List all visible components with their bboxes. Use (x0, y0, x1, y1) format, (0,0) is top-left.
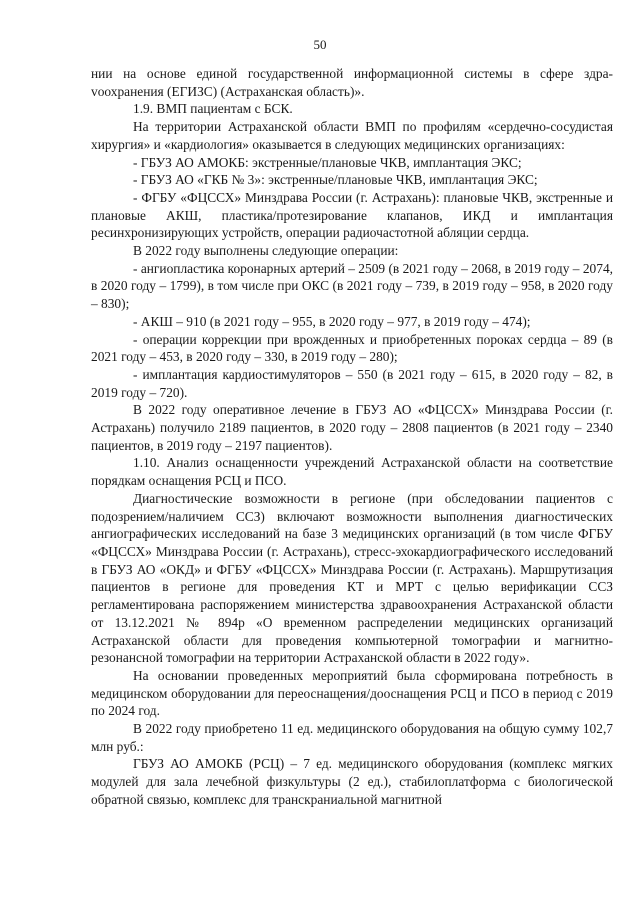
paragraph-diagnostics: Диагностические возможности в регионе (при обследовании пациентов с подозрением/наличием ССЗ) включают возможности выполнения диагностических ангиографических исследований на базе 3 медицинских организаций (в том числе ФГБУ «ФЦССХ» Минздрава России (г. Астрахань), стресс-эхокардиографического исследований в ГБУЗ АО «ОКД» и ФГБУ «ФЦССХ» Минздрава России (г. Астрахань). Маршрутизация пациентов в регионе для проведения КТ и МРТ с целью верификации ССЗ регламентирована распоряжением министерства здравоохранения Астраханской области от 13.12.2021 № 894р «О временном распределении медицинских организаций Астраханской области для проведения компьютерной томографии и магнитно-резонансной томографии на территории Астраханской области в 2022 году». (91, 490, 613, 666)
section-heading-1-9: 1.9. ВМП пациентам с БСК. (133, 101, 293, 117)
paragraph-operations-2022: В 2022 году выполнены следующие операции: (133, 243, 399, 259)
list-item-cabg: - АКШ – 910 (в 2021 году – 955, в 2020 году – 977, в 2019 году – 474); (133, 313, 531, 329)
list-item-heart-defects: - операции коррекции при врожденных и приобретенных пороках сердца – 89 (в 2021 году – 453, в 2020 году – 330, в 2019 году – 280); (91, 331, 613, 365)
paragraph-vmp-intro: На территории Астраханской области ВМП по профилям «сердечно-сосудистая хирургия» и «кардиология» оказывается в следующих медицинских организациях: (91, 119, 613, 152)
document-body (91, 65, 613, 809)
list-item-pacemakers: - имплантация кардиостимуляторов – 550 (в 2021 году – 615, в 2020 году – 82, в 2019 году – 720). (91, 366, 613, 400)
paragraph-equipment-purchased: В 2022 году приобретено 11 ед. медицинского оборудования на общую сумму 102,7 млн руб.: (91, 721, 613, 754)
paragraph-surgical-treatment: В 2022 году оперативное лечение в ГБУЗ АО «ФЦССХ» Минздрава России (г. Астрахань) получило 2189 пациентов, в 2020 году – 2808 пациентов (в 2021 году – 2340 пациентов, в 2019 году – 2197 пациентов). (91, 402, 613, 453)
paragraph-equipment-need: На основании проведенных мероприятий была сформирована потребность в медицинском оборудовании для переоснащения/дооснащения РСЦ и ПСО в период с 2019 по 2024 год. (91, 667, 613, 719)
list-item-angioplasty: - ангиопластика коронарных артерий – 2509 (в 2021 году – 2068, в 2019 году – 2074, в 2020 году – 1799), в том числе при ОКС (в 2021 году – 739, в 2019 году – 958, в 2020 году – 830); (91, 260, 613, 312)
paragraph-amokb-equipment: ГБУЗ АО АМОКБ (РСЦ) – 7 ед. медицинского оборудования (комплекс мягких модулей для зала лечебной физкультуры (2 ед.), стабилоплатформа с биологической обратной связью, комплекс для транскраниальной магнитной (91, 756, 613, 807)
section-heading-1-10: 1.10. Анализ оснащенности учреждений Астраханской области на соответствие порядкам оснащения РСЦ и ПСО. (91, 455, 613, 489)
paragraph-egisz-continuation: нии на основе единой государственной информационной системы в сфере здраvоохранения (ЕГИЗС) (Астраханская область)». (91, 66, 613, 99)
list-item-gkb3: - ГБУЗ АО «ГКБ № 3»: экстренные/плановые ЧКВ, имплантация ЭКС; (133, 172, 538, 188)
page-number: 50 (313, 37, 327, 52)
list-item-fccsh: - ФГБУ «ФЦССХ» Минздрава России (г. Астрахань): плановые ЧКВ, экстренные и плановые АКШ, пластика/протезирование клапанов, ИКД и имплантация ресинхронизирующих устройств, операции радиочастотной абляции сердца. (91, 189, 613, 241)
list-item-amokb: - ГБУЗ АО АМОКБ: экстренные/плановые ЧКВ, имплантация ЭКС; (133, 154, 522, 170)
